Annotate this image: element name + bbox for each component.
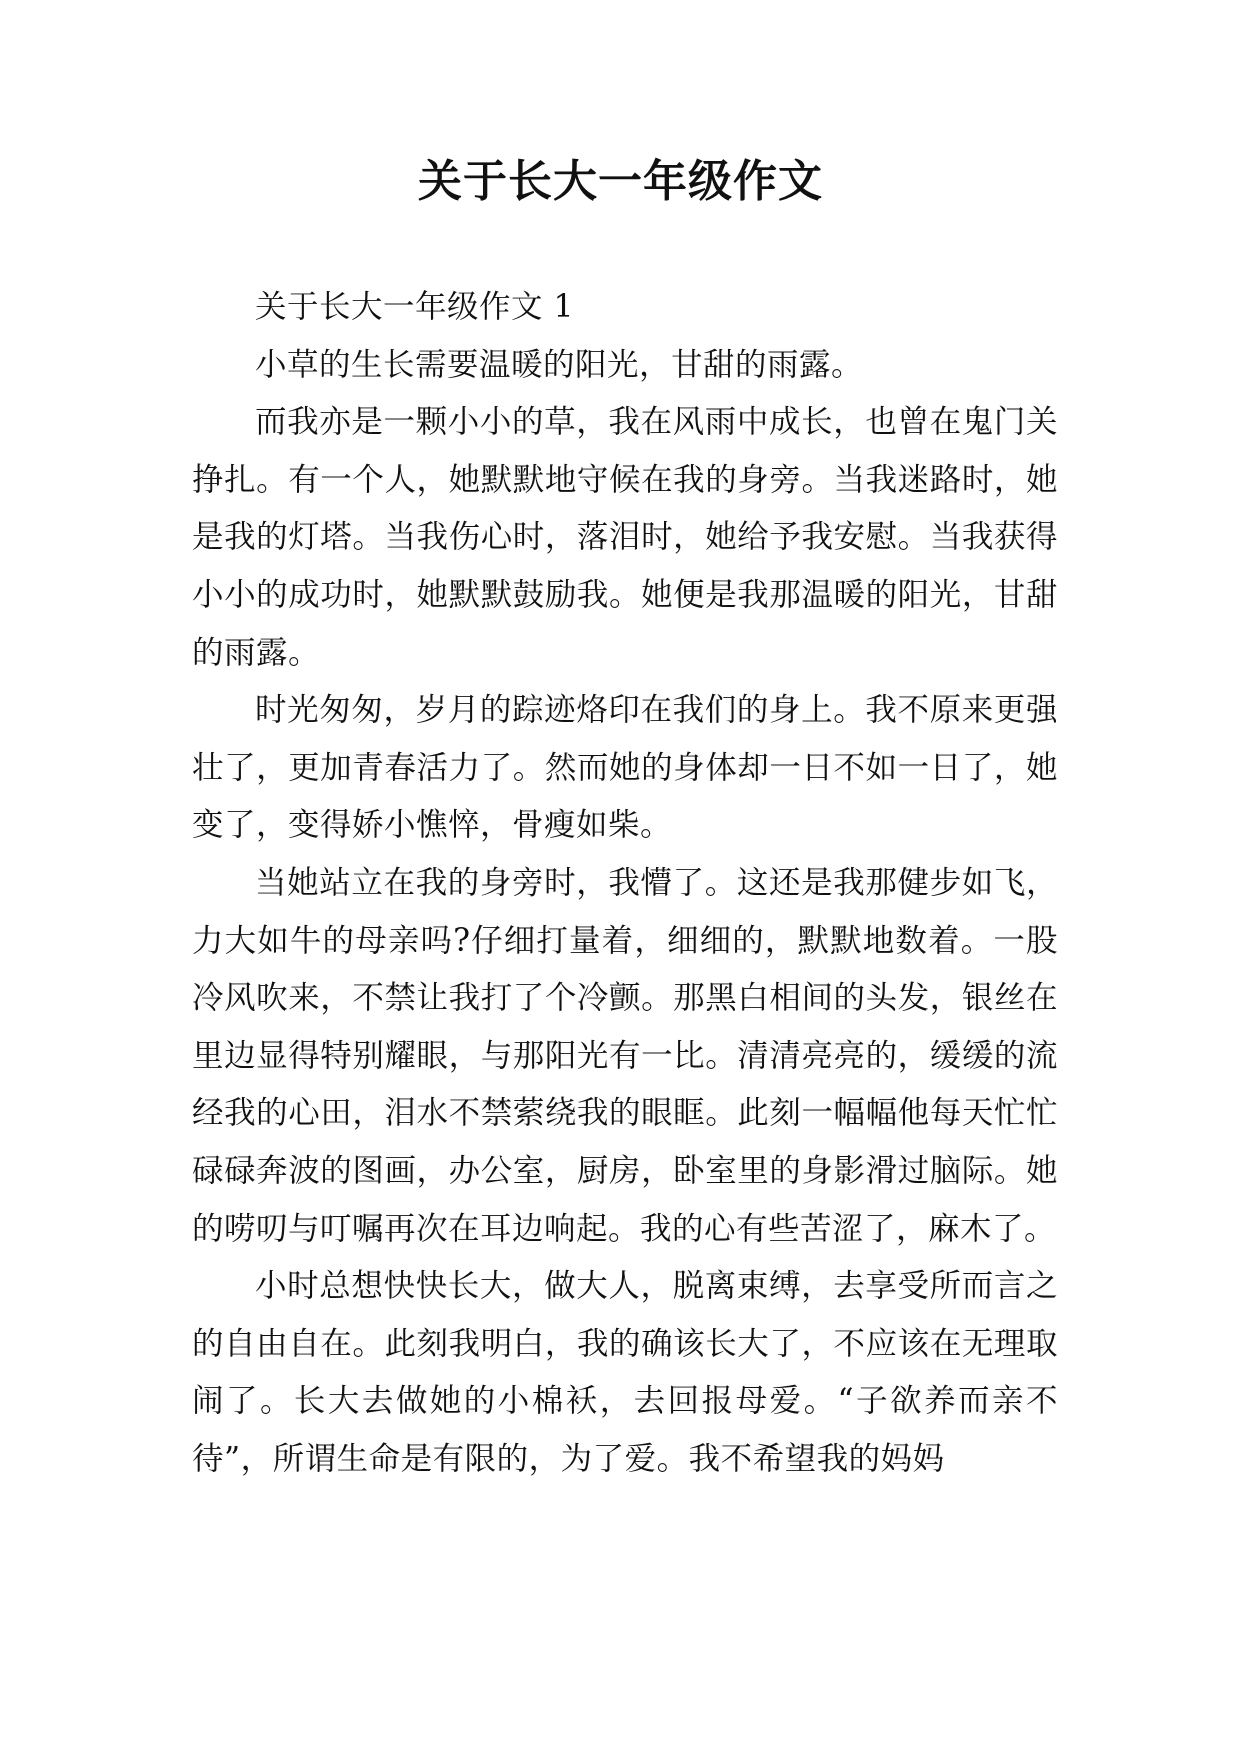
section-heading: 关于长大一年级作文 1 — [255, 289, 575, 325]
document-title: 关于长大一年级作文 — [418, 156, 823, 207]
paragraph: 小草的生长需要温暖的阳光，甘甜的雨露。 — [255, 346, 864, 383]
paragraph: 当她站立在我的身旁时，我懵了。这还是我那健步如飞，力大如牛的母亲吗?仔细打量着，细细的，默默地数着。一股冷风吹来，不禁让我打了个冷颤。那黑白相间的头发，银丝在里边显得特别耀眼，与那阳光有一比。清清亮亮的，缓缓的流经我的心田，泪水不禁萦绕我的眼眶。此刻一幅幅他每天忙忙碌碌奔波的图画，办公室，厨房，卧室里的身影滑过脑际。她的唠叨与叮嘱再次在耳边响起。我的心有些苦涩了，麻木了。 — [192, 864, 1058, 1247]
paragraph: 而我亦是一颗小小的草，我在风雨中成长，也曾在鬼门关挣扎。有一个人，她默默地守候在我的身旁。当我迷路时，她是我的灯塔。当我伤心时，落泪时，她给予我安慰。当我获得小小的成功时，她默默鼓励我。她便是我那温暖的阳光，甘甜的雨露。 — [192, 404, 1058, 671]
document-body — [192, 279, 1058, 1488]
paragraph: 时光匆匆，岁月的踪迹烙印在我们的身上。我不原来更强壮了，更加青春活力了。然而她的身体却一日不如一日了，她变了，变得娇小憔悴，骨瘦如柴。 — [192, 692, 1058, 844]
paragraph: 小时总想快快长大，做大人，脱离束缚，去享受所而言之的自由自在。此刻我明白，我的确该长大了，不应该在无理取闹了。长大去做她的小棉袄，去回报母爱。“子欲养而亲不待”，所谓生命是有限的，为了爱。我不希望我的妈妈 — [192, 1268, 1058, 1477]
